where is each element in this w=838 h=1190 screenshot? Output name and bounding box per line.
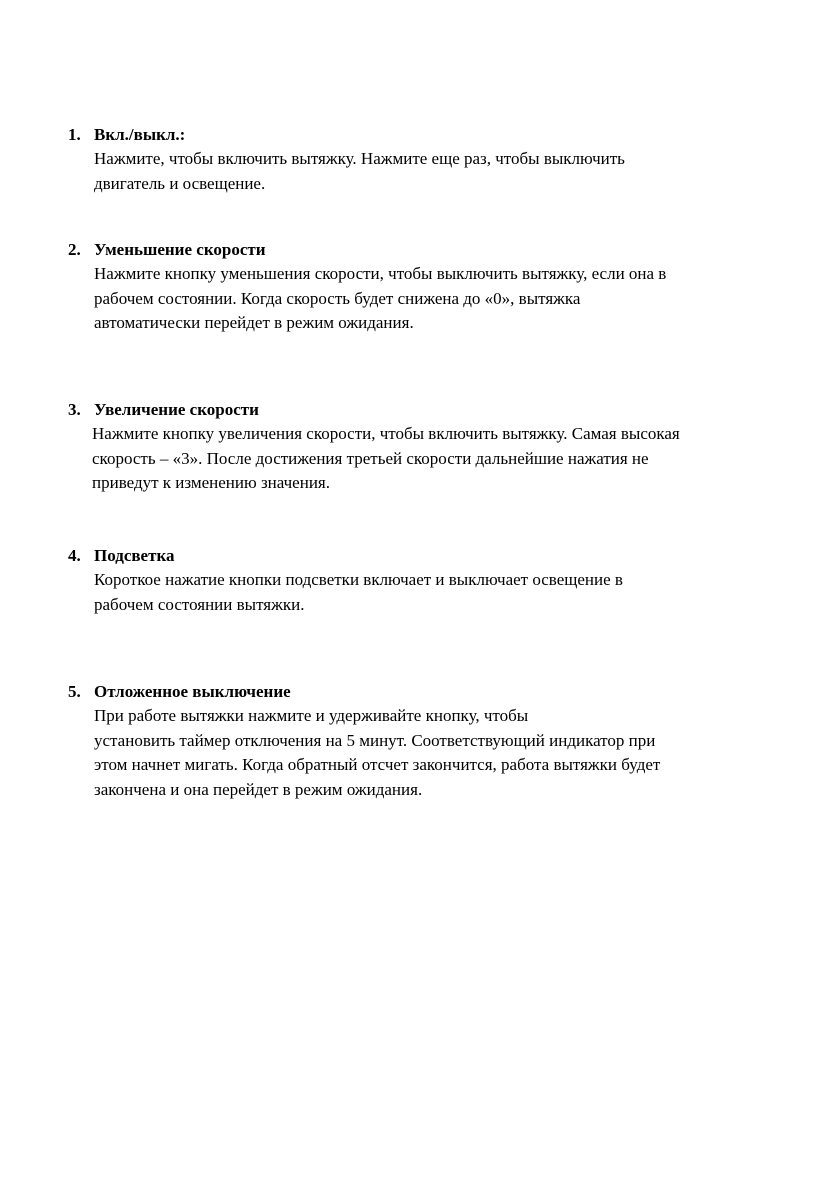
item-number: 5. bbox=[68, 682, 81, 701]
item-number: 3. bbox=[68, 400, 81, 419]
item-description: Нажмите кнопку увеличения скорости, чтобы включить вытяжку. Самая высокая скорость – «3». После достижения третьей скорости дальнейшие нажатия не приведут к изменению значения. bbox=[92, 424, 680, 492]
item-title: Отложенное выключение bbox=[94, 682, 291, 701]
item-description: Нажмите, чтобы включить вытяжку. Нажмите еще раз, чтобы выключить двигатель и освещение. bbox=[94, 149, 625, 193]
instruction-item-speed-up bbox=[68, 398, 768, 496]
item-number: 1. bbox=[68, 125, 81, 144]
instruction-item-on-off bbox=[68, 123, 768, 196]
item-description: При работе вытяжки нажмите и удерживайте кнопку, чтобы установить таймер отключения на 5 минут. Соответствующий индикатор при этом начнет мигать. Когда обратный отсчет закончится, работа вытяжки будет закончена и она перейдет в режим ожидания. bbox=[94, 706, 661, 799]
instruction-item-speed-down bbox=[68, 238, 768, 336]
instruction-item-light bbox=[68, 544, 768, 617]
instruction-item-delayed-off bbox=[68, 680, 768, 802]
item-heading bbox=[68, 398, 768, 422]
item-heading bbox=[68, 238, 768, 262]
item-heading bbox=[68, 544, 768, 568]
item-title: Увеличение скорости bbox=[94, 400, 259, 419]
item-description: Нажмите кнопку уменьшения скорости, чтобы выключить вытяжку, если она в рабочем состоянии. Когда скорость будет снижена до «0», вытяжка автоматически перейдет в режим ожидания. bbox=[94, 264, 667, 332]
item-title: Подсветка bbox=[94, 546, 175, 565]
item-heading bbox=[68, 123, 768, 147]
item-title: Уменьшение скорости bbox=[94, 240, 266, 259]
item-heading bbox=[68, 680, 768, 704]
item-number: 2. bbox=[68, 240, 81, 259]
item-description: Короткое нажатие кнопки подсветки включает и выключает освещение в рабочем состоянии вытяжки. bbox=[94, 570, 623, 614]
item-title: Вкл./выкл.: bbox=[94, 125, 186, 144]
item-number: 4. bbox=[68, 546, 81, 565]
